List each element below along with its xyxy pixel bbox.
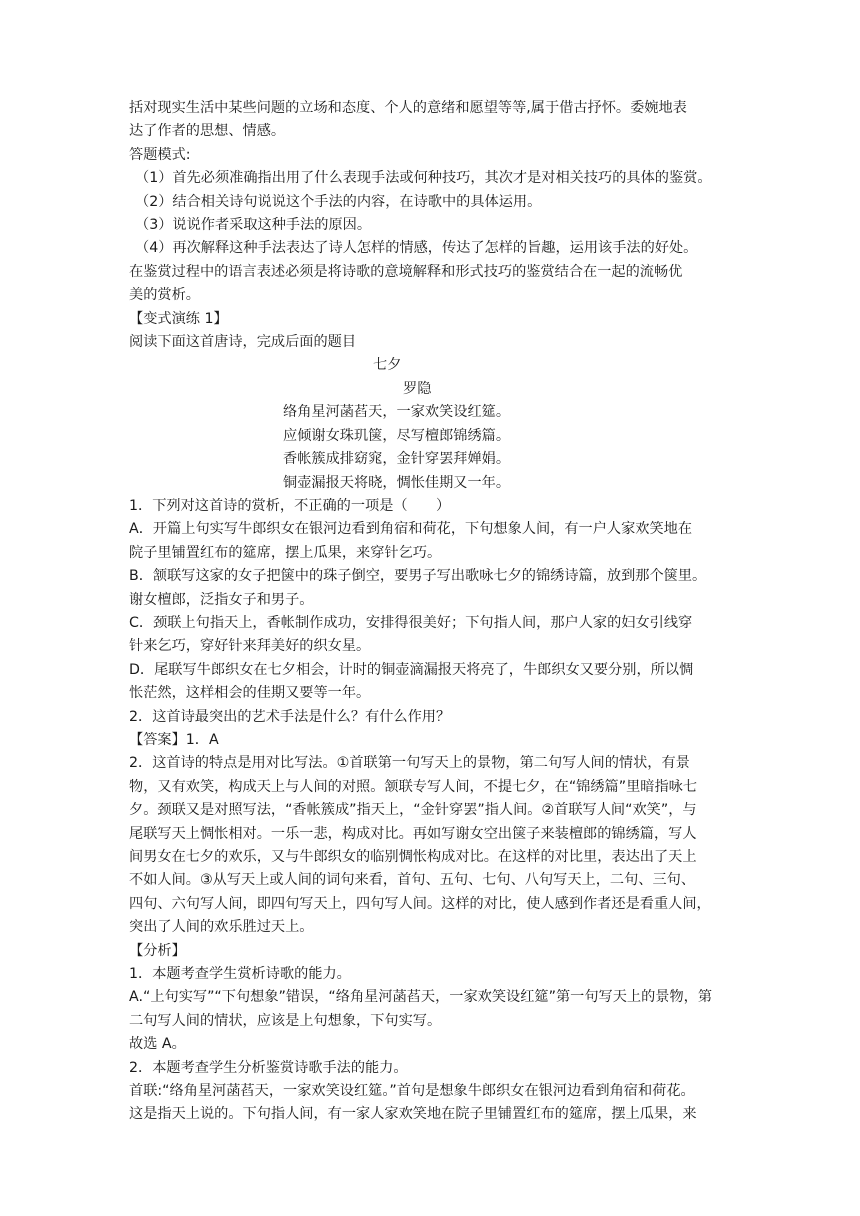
exercise-heading: 【变式演练 1】 [129, 310, 228, 327]
analysis-line-4: 故选 A。 [129, 1036, 186, 1053]
poem-title: 七夕 [373, 357, 402, 374]
option-d-line-1: D．尾联写牛郎织女在七夕相会，计时的铜壶滴漏报天将亮了，牛郎织女又要分别，所以惆 [129, 661, 694, 678]
answer-mode-summary-2: 美的赏析。 [129, 287, 200, 304]
answer-mode-item-4: （4）再次解释这种手法表达了诗人怎样的情感，传达了怎样的旨趣，运用该手法的好处。 [135, 240, 698, 257]
analysis-line-6: 首联:“络角星河菡萏天，一家欢笑设红筵。”首句是想象牛郎织女在银河边看到角宿和荷花。 [129, 1083, 695, 1100]
analysis-line-5: 2．本题考查学生分析鉴赏诗歌手法的能力。 [129, 1059, 408, 1076]
analysis-line-3: 二句写人间的情状，应该是上句想象，下句实写。 [129, 1012, 442, 1029]
answer-mode-item-1: （1）首先必须准确指出用了什么表现手法或何种技巧，其次才是对相关技巧的具体的鉴赏。 [135, 170, 712, 187]
option-a-line-1: A．开篇上句实写牛郎织女在银河边看到角宿和荷花，下句想象人间，有一户人家欢笑地在 [129, 521, 693, 538]
answer-line-7: 四句、六句写人间，即四句写天上，四句写人间。这样的对比，使人感到作者还是看重人间， [129, 895, 711, 912]
poem-line-4: 铜壶漏报天将晓，惆怅佳期又一年。 [283, 474, 511, 491]
document-page [129, 97, 734, 1127]
exercise-instruction: 阅读下面这首唐诗，完成后面的题目 [129, 334, 357, 351]
answer-mode-heading: 答题模式: [129, 146, 191, 163]
option-b-line-2: 谢女檀郎，泛指女子和男子。 [129, 591, 314, 608]
option-c-line-2: 针来乞巧，穿好针来拜美好的织女星。 [129, 638, 371, 655]
analysis-label: 【分析】 [129, 942, 186, 959]
answer-mode-item-2: （2）结合相关诗句说说这个手法的内容，在诗歌中的具体运用。 [135, 193, 542, 210]
analysis-line-1: 1．本题考查学生赏析诗歌的能力。 [129, 966, 351, 983]
answer-line-2: 物，又有欢笑，构成天上与人间的对照。颔联专写人间，不提七夕，在“锦绣篇”里暗指咏七 [129, 778, 698, 795]
answer-mode-summary-1: 在鉴赏过程中的语言表述必须是将诗歌的意境解释和形式技巧的鉴赏结合在一起的流畅优 [129, 263, 683, 280]
answer-line-3: 夕。颈联又是对照写法，“香帐簇成”指天上，“金针穿罢”指人间。②首联写人间“欢笑”，与 [129, 802, 697, 819]
option-a-line-2: 院子里铺置红布的筵席，摆上瓜果，来穿针乞巧。 [129, 544, 442, 561]
answer-mode-item-3: （3）说说作者采取这种手法的原因。 [135, 217, 372, 234]
answer-line-1: 2．这首诗的特点是用对比写法。①首联第一句写天上的景物，第二句写人间的情状，有景 [129, 755, 690, 772]
poem-line-2: 应倾谢女珠玑箧，尽写檀郎锦绣篇。 [283, 427, 511, 444]
answer-line-5: 间男女在七夕的欢乐，又与牛郎织女的临别惆怅构成对比。在这样的对比里，表达出了天上 [129, 849, 697, 865]
question-1-stem: 1．下列对这首诗的赏析，不正确的一项是（ ） [129, 497, 451, 514]
answer-line-6: 不如人间。③从写天上或人间的词句来看，首句、五句、七句、八句写天上，二句、三句、 [129, 872, 696, 889]
answer-line-4: 尾联写天上惆怅相对。一乐一悲，构成对比。再如写谢女空出箧子来装檀郎的锦绣篇，写人 [129, 825, 697, 842]
intro-line-1: 括对现实生活中某些问题的立场和态度、个人的意绪和愿望等等,属于借古抒怀。委婉地表 [129, 100, 687, 116]
answer-line-8: 突出了人间的欢乐胜过天上。 [129, 919, 314, 936]
option-b-line-1: B．颔联写这家的女子把箧中的珠子倒空，要男子写出歌咏七夕的锦绣诗篇，放到那个箧里。 [129, 568, 707, 585]
intro-line-2: 达了作者的思想、情感。 [129, 123, 286, 140]
poem-line-1: 络角星河菡萏天，一家欢笑设红筵。 [283, 404, 511, 421]
answer-label: 【答案】1．A [129, 731, 219, 748]
option-d-line-2: 怅茫然，这样相会的佳期又要等一年。 [129, 685, 371, 702]
analysis-line-2: A.“上句实写”“下句想象”错误，“络角星河菡萏天，一家欢笑设红筵”第一句写天上的景物，第 [129, 989, 713, 1006]
poem-author: 罗隐 [403, 380, 432, 397]
option-c-line-1: C．颈联上句指天上，香帐制作成功，安排得很美好；下句指人间，那户人家的妇女引线穿 [129, 614, 693, 631]
poem-line-3: 香帐簇成排窈窕，金针穿罢拜婵娟。 [283, 451, 511, 468]
question-2-stem: 2．这首诗最突出的艺术手法是什么？有什么作用？ [129, 708, 451, 725]
analysis-line-7: 这是指天上说的。下句指人间，有一家人家欢笑地在院子里铺置红布的筵席，摆上瓜果，来 [129, 1106, 697, 1123]
